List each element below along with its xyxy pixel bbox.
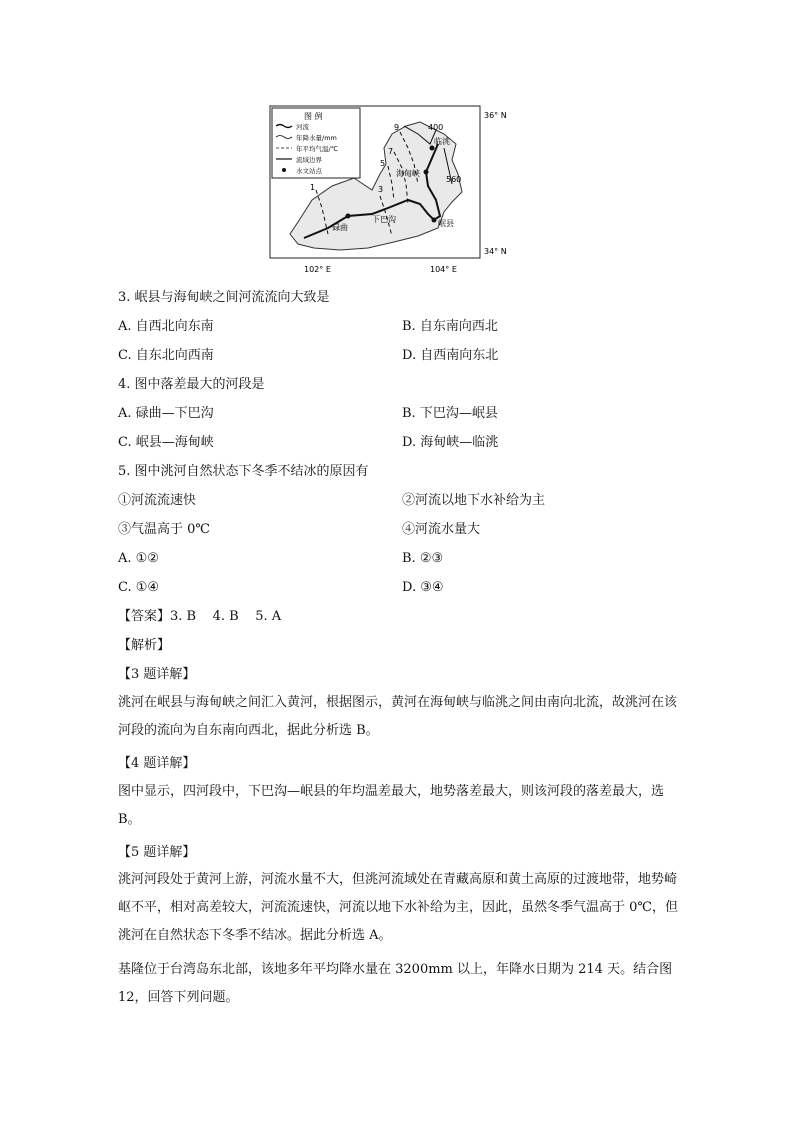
station-linxia: [430, 146, 435, 151]
q5-statement-1: ①河流流速快: [118, 493, 197, 508]
q5-option-a: A. ①②: [118, 551, 159, 566]
q5-option-d: D. ③④: [402, 580, 444, 595]
q5-statement-4: ④河流水量大: [402, 522, 481, 537]
next-question-intro: 基隆位于台湾岛东北部，该地多年平均降水量在 3200mm 以上，年降水日期为 214 天。结合图 12，回答下列问题。: [118, 962, 673, 1005]
q4-option-b: B. 下巴沟—岷县: [402, 406, 498, 421]
station-minxian: [432, 218, 437, 223]
label-lat-bottom: 34° N: [484, 247, 507, 256]
label-lon-left: 102° E: [304, 265, 331, 274]
label-t3: 3: [378, 185, 384, 194]
detail-3-body: 洮河在岷县与海甸峡之间汇入黄河，根据图示，黄河在海甸峡与临洮之间由南向北流，故洮河在该河段的流向为自东南向西北，据此分析选 B。: [118, 695, 678, 738]
label-t7: 7: [388, 147, 394, 156]
q5-statement-3: ③气温高于 0℃: [118, 522, 210, 537]
label-lat-top: 36° N: [484, 111, 507, 120]
label-t1: 1: [310, 183, 316, 192]
label-400: 400: [428, 123, 444, 132]
q5-statement-2: ②河流以地下水补给为主: [402, 493, 546, 508]
q3-option-d: D. 自西南向东北: [402, 348, 499, 363]
label-haidianxia: 海甸峡: [396, 169, 420, 178]
label-t5: 5: [380, 159, 386, 168]
label-lon-right: 104° E: [430, 265, 457, 274]
legend-precip: 年降水量/mm: [296, 134, 337, 142]
q3-option-b: B. 自东南向西北: [402, 319, 498, 334]
station-haidianxia: [424, 170, 429, 175]
answer-line: 【答案】3. B 4. B 5. A: [118, 609, 282, 624]
q4-stem: 4. 图中落差最大的河段是: [118, 377, 265, 392]
q3-option-c: C. 自东北向西南: [118, 348, 214, 363]
legend-station: 水文站点: [296, 167, 322, 175]
detail-3-heading: 【3 题详解】: [118, 667, 196, 682]
detail-5-body: 洮河河段处于黄河上游，河流水量不大，但洮河流域处在青藏高原和黄土高原的过渡地带，地势崎岖不平，相对高差较大，河流流速快，河流以地下水补给为主，因此，虽然冬季气温高于 0℃，但洮河在自然状态下冬季不结冰。据此分析选 A。: [118, 872, 678, 943]
q4-option-a: A. 碌曲—下巴沟: [118, 406, 214, 421]
legend-title: 图 例: [304, 112, 323, 121]
q3-option-a: A. 自西北向东南: [118, 319, 214, 334]
label-t9: 9: [394, 123, 400, 132]
station-xiabagou: [346, 214, 351, 219]
label-xiabagou: 下巴沟: [372, 215, 396, 224]
legend-station-symbol: [282, 168, 286, 172]
detail-4-body: 图中显示，四河段中，下巴沟—岷县的年均温差最大，地势落差最大，则该河段的落差最大，选 B。: [118, 784, 665, 827]
label-minxian: 岷县: [438, 219, 454, 228]
analysis-heading: 【解析】: [118, 638, 171, 653]
legend-boundary: 流域边界: [296, 156, 322, 164]
legend-river: 河流: [296, 123, 309, 131]
legend-temp: 年平均气温/℃: [296, 145, 338, 153]
detail-5-heading: 【5 题详解】: [118, 845, 196, 860]
label-560: 560: [446, 175, 462, 184]
q4-option-d: D. 海甸峡—临洮: [402, 435, 499, 450]
q3-stem: 3. 岷县与海甸峡之间河流流向大致是: [118, 290, 330, 305]
q5-stem: 5. 图中洮河自然状态下冬季不结冰的原因有: [118, 464, 369, 479]
label-luqu: 碌曲: [332, 223, 348, 232]
q5-option-b: B. ②③: [402, 551, 444, 566]
q4-option-c: C. 岷县—海甸峡: [118, 435, 214, 450]
detail-4-heading: 【4 题详解】: [118, 756, 196, 771]
label-linxia: 临洮: [434, 137, 450, 146]
basin-map-figure: [268, 104, 530, 276]
q5-option-c: C. ①④: [118, 580, 160, 595]
basin-map: [268, 104, 530, 276]
